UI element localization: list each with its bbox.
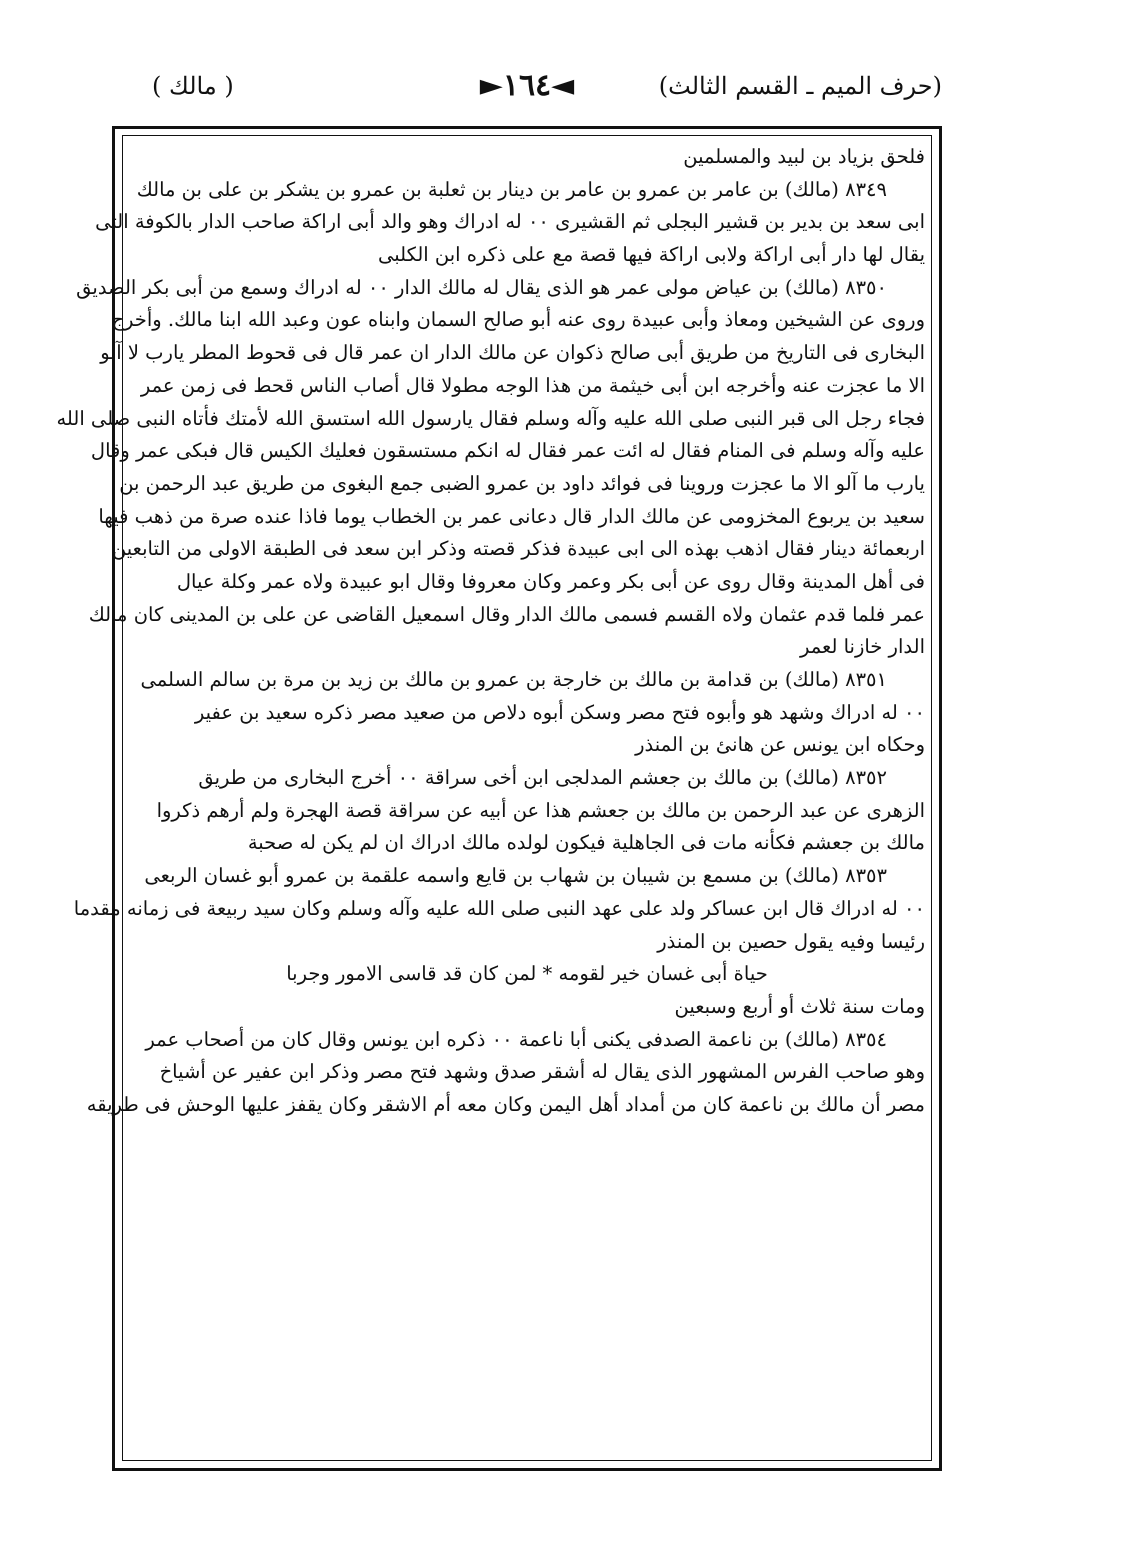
text-line: ٨٣٥٤ (مالك) بن ناعمة الصدفى يكنى أبا ناعمة ٠٠ ذكره ابن يونس وقال كان من أصحاب عمر	[145, 1027, 887, 1051]
body-text	[56, 141, 925, 1458]
text-line: الا ما عجزت عنه وأخرجه ابن أبى خيثمة من هذا الوجه مطولا قال أصاب الناس قحط فى زمن عمر	[140, 373, 925, 397]
text-line: فجاء رجل الى قبر النبى صلى الله عليه وآله وسلم فقال يارسول الله استسق الله لأمتك فأتاه النبى صلى الله	[56, 406, 925, 430]
page-number: ◄١٦٤►	[479, 68, 575, 103]
text-line: ٠٠ له ادراك وشهد هو وأبوه فتح مصر وسكن أبوه دلاص من صعيد مصر ذكره سعيد بن عفير	[194, 700, 925, 724]
header-chapter-title: (حرف الميم ـ القسم الثالث)	[658, 72, 942, 100]
header-entry-name: ( مالك )	[152, 72, 234, 100]
text-line: مالك بن جعشم فكأنه مات فى الجاهلية فيكون لولده مالك ادراك ان لم يكن له صحبة	[247, 831, 925, 855]
text-line: سعيد بن يربوع المخزومى عن مالك الدار قال دعانى عمر بن الخطاب يوما فاذا عنده صرة من ذهب فيها	[98, 504, 925, 528]
text-line: البخارى فى التاريخ من طريق أبى صالح ذكوان عن مالك الدار ان عمر قال فى قحوط المطر يارب لا آلو	[100, 341, 925, 365]
text-line: ٠٠ له ادراك قال ابن عساكر ولد على عهد النبى صلى الله عليه وآله وسلم وكان سيد ربيعة فى زمانه مقدما	[73, 896, 925, 920]
text-line: فى أهل المدينة وقال روى عن أبى بكر وعمر وكان معروفا وقال ابو عبيدة ولاه عمر وكلة عيال	[176, 569, 925, 593]
text-frame	[56, 126, 942, 1471]
text-line: يارب ما آلو الا ما عجزت وروينا فى فوائد داود بن عمرو الضبى جمع البغوى من طريق عبد الرحمن بن	[119, 471, 925, 495]
text-line: فلحق بزياد بن لبيد والمسلمين	[683, 145, 925, 168]
text-line: ٨٣٤٩ (مالك) بن عامر بن عمرو بن عامر بن دينار بن ثعلبة بن عمرو بن يشكر بن على بن مالك	[136, 177, 887, 201]
poem-verse: حياة أبى غسان خير لقومه * لمن كان قد قاسى الامور وجربا	[286, 962, 768, 986]
text-line: وحكاه ابن يونس عن هانئ بن المنذر	[635, 733, 925, 757]
text-line: ابى سعد بن بدير بن قشير البجلى ثم القشيرى ٠٠ له ادراك وهو والد أبى اراكة صاحب الدار بالكوفة التى	[95, 210, 925, 234]
text-line: ٨٣٥٢ (مالك) بن مالك بن جعشم المدلجى ابن أخى سراقة ٠٠ أخرج البخارى من طريق	[198, 766, 887, 790]
text-line: ٨٣٥٣ (مالك) بن مسمع بن شيبان بن شهاب بن قايع واسمه علقمة بن عمرو أبو غسان الربعى	[144, 864, 887, 888]
text-line: وروى عن الشيخين ومعاذ وأبى عبيدة روى عنه أبو صالح السمان وابناه عون وعبد الله ابنا مالك. وأخرج	[111, 308, 925, 332]
text-line: اربعمائة دينار فقال اذهب بهذه الى ابى عبيدة فذكر قصته وذكر ابن سعد فى الطبقة الاولى من التابعين	[111, 537, 925, 561]
text-line: مصر أن مالك بن ناعمة كان من أمداد أهل اليمن وكان معه أم الاشقر وكان يقفز عليها الوحش فى طريقه	[86, 1092, 925, 1116]
text-line: رئيسا وفيه يقول حصين بن المنذر	[657, 929, 925, 953]
text-line: الدار خازنا لعمر	[800, 635, 925, 659]
text-line: يقال لها دار أبى اراكة ولابى اراكة فيها قصة مع على ذكره ابن الكلبى	[377, 243, 925, 267]
page-header	[112, 68, 942, 122]
text-line: وهو صاحب الفرس المشهور الذى يقال له أشقر صدق وشهد فتح مصر وذكر ابن عفير عن أشياخ	[159, 1060, 925, 1084]
text-line: الزهرى عن عبد الرحمن بن مالك بن جعشم هذا عن أبيه عن سراقة قصة الهجرة ولم أرهم ذكروا	[156, 798, 925, 822]
text-line: ٨٣٥١ (مالك) بن قدامة بن مالك بن خارجة بن عمرو بن مالك بن زيد بن مرة بن سالم السلمى	[140, 668, 887, 691]
text-line: ٨٣٥٠ (مالك) بن عياض مولى عمر هو الذى يقال له مالك الدار ٠٠ له ادراك وسمع من أبى بكر الصديق	[76, 275, 887, 299]
text-line: عمر فلما قدم عثمان ولاه القسم فسمى مالك الدار وقال اسمعيل القاضى عن على بن المدينى كان مالك	[88, 602, 925, 626]
text-line: عليه وآله وسلم فى المنام فقال له ائت عمر فقال له انكم مستسقون فعليك الكيس قال فبكى عمر وقال	[90, 439, 925, 463]
text-line: ومات سنة ثلاث أو أربع وسبعين	[674, 994, 925, 1018]
